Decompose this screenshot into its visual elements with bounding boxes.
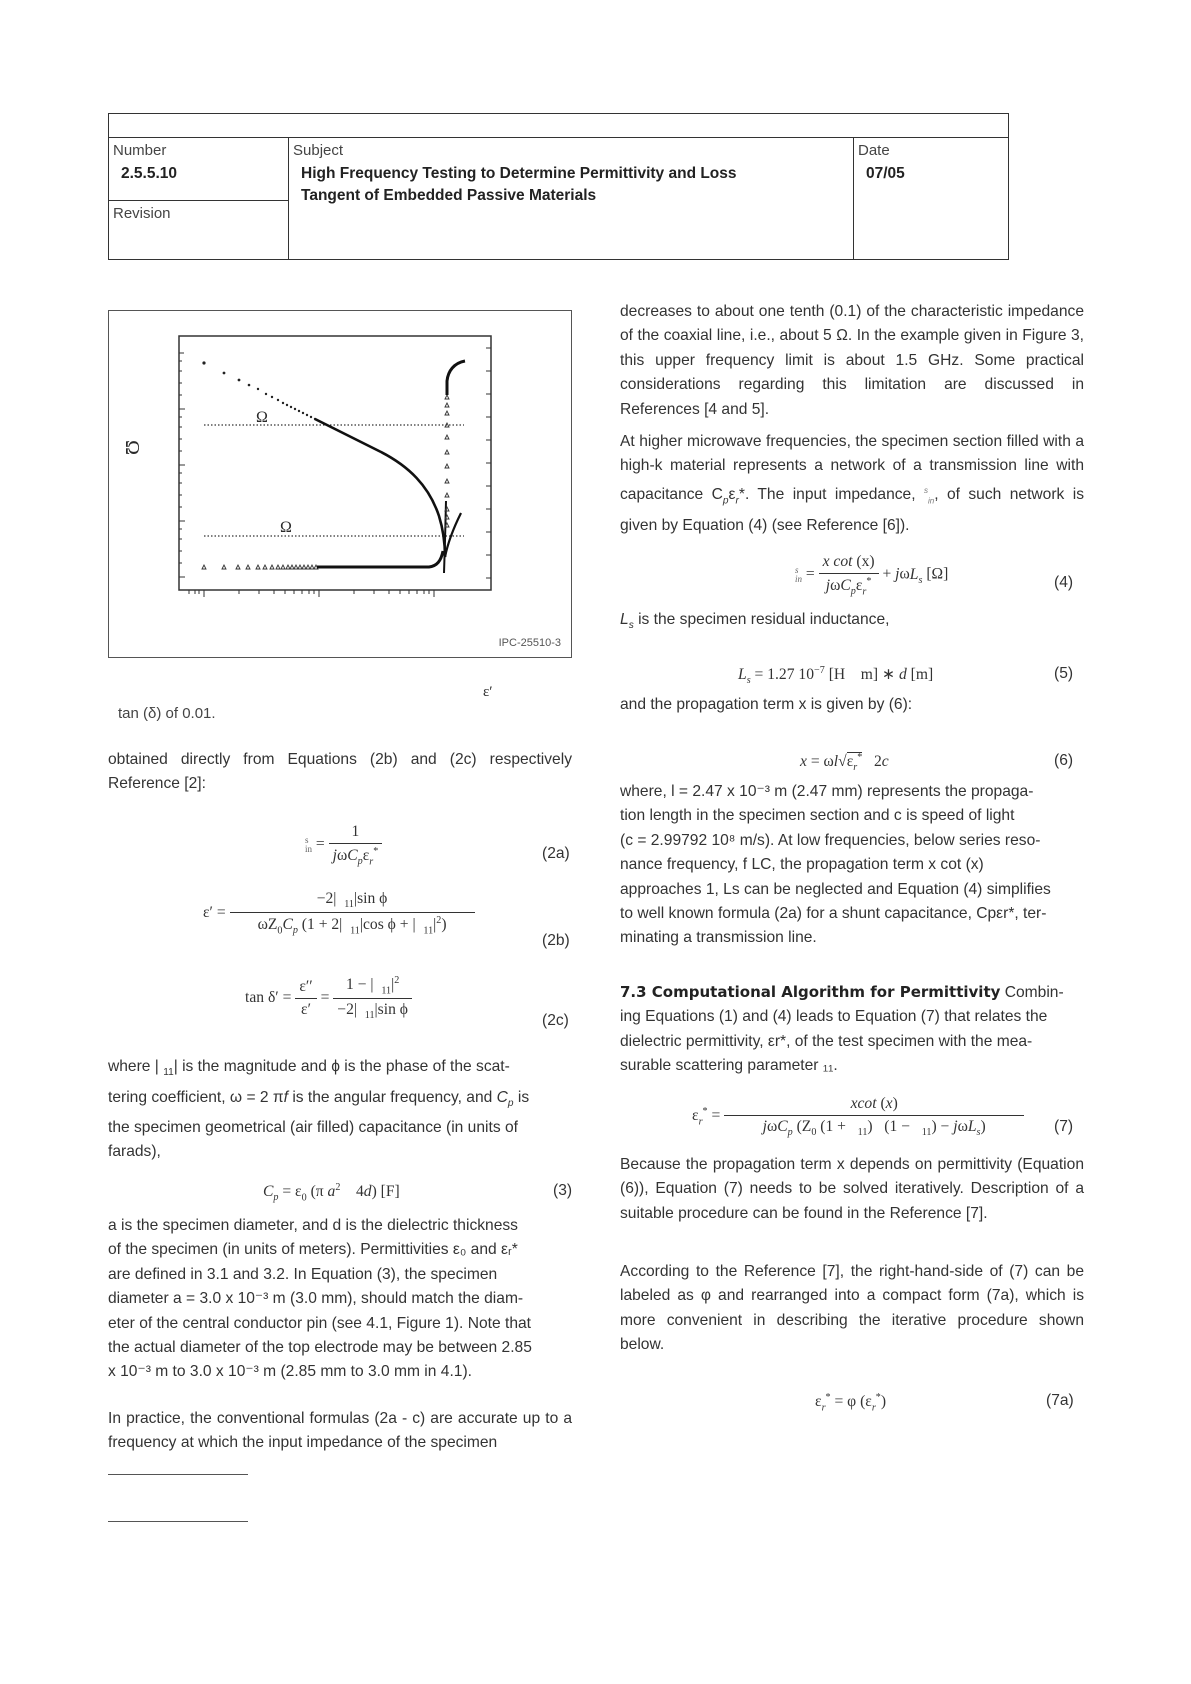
equation-2b: ε′ = $\frac{-2| _{11}|\sin \phi}{\omega Z_0C_p (1 + 2| _{11}|\cos \phi + | _{11}|^2)}$: [203, 890, 475, 936]
equation-2b-tag: (2b): [542, 932, 570, 949]
upper-line-label: Ω: [256, 409, 268, 426]
equation-2c: tan δ′ = $\frac{\varepsilon''}{\varepsilon'}$ = $\frac{1 - | _{11}|^2}{-2| _{11}|\sin \phi}$: [245, 975, 412, 1021]
right-paragraph-8: According to the Reference [7], the right-hand-side of (7) can be labeled as φ and rearranged into a compact form (7a), which is more convenient in describing the iterative procedure shown below.: [620, 1263, 1084, 1354]
document-number: 2.5.5.10: [121, 165, 178, 182]
equation-2c-tag: (2c): [542, 1012, 569, 1029]
equation-2a-tag: (2a): [542, 845, 570, 862]
title-line-1: High Frequency Testing to Determine Permittivity and Loss: [301, 165, 737, 182]
section-7-3-heading: 7.3 Computational Algorithm for Permittivity: [620, 983, 1001, 1001]
equation-4-tag: (4): [1054, 574, 1074, 591]
equation-5-tag: (5): [1054, 665, 1074, 682]
left-paragraph-2: where | $_{11}$| is the magnitude and ϕ is the phase of the scat- tering coefficient, ω = 2 πf is the angular frequency, and $C_p$ is the specimen geometrical (air filled) capacitance (in units of farads),: [108, 1058, 530, 1161]
left-paragraph-1: obtained directly from Equations (2b) and (2c) respectively Reference [2]:: [108, 751, 572, 793]
left-paragraph-3: a is the specimen diameter, and d is the dielectric thickness of the specimen (in units of meters). Permittivities ε₀ and εᵣ* are defined in 3.1 and 3.2. In Equation (3), the specimen diameter a = 3.0 x 10⁻³ m (3.0 mm), should match the diam- eter of the central conductor pin (see 4.1, Figure 1). Note that the actual diameter of the top electrode may be between 2.85 x 10⁻³ m to 3.0 x 10⁻³ m (2.85 mm to 3.0 mm in 4.1).: [108, 1217, 532, 1381]
right-paragraph-6: 7.3 Computational Algorithm for Permittivity Combin- ing Equations (1) and (4) leads to Equation (7) that relates the dielectric permittivity, εr*, of the test specimen with the mea- surable scattering parameter ₁₁.: [620, 983, 1064, 1075]
header-subject-cell: [289, 138, 854, 259]
equation-7: $\varepsilon_r^*$ = $\frac{xcot (x)}{j\omega C_p (Z_0 (1 + _{11}) (1 - _{11}) - j\omega L_s)}$: [692, 1095, 1024, 1138]
title-line-2: Tangent of Embedded Passive Materials: [301, 187, 597, 204]
equation-4: s in = $\frac{\text{x cot (x)}}{j\omega C_p\varepsilon_r^*}$ + jωL$_s$ [Ω]: [795, 553, 949, 598]
equation-6-tag: (6): [1054, 752, 1074, 769]
equation-3: $C_p = \varepsilon_0$ (π $a^2$ 4d) [F]: [263, 1182, 400, 1204]
document-header-table: [108, 113, 1009, 260]
right-paragraph-4: and the propagation term x is given by (6):: [620, 696, 913, 713]
equation-3-tag: (3): [553, 1182, 573, 1199]
equation-2a: s in = $\frac{1}{j\omega C_p\varepsilon_r^*}$: [305, 823, 382, 867]
caption-epsilon: ε′: [483, 684, 493, 700]
header-number-cell: [109, 138, 289, 259]
right-paragraph-3: $L_s$ is the specimen residual inductance,: [620, 611, 890, 632]
header-date-cell: [854, 138, 1008, 259]
equation-7a-tag: (7a): [1046, 1392, 1074, 1409]
equation-5: $L_s = 1.27$ $10^{-7}$ [H m] ∗ d [m]: [738, 665, 934, 687]
right-paragraph-2: At higher microwave frequencies, the specimen section filled with a high-k material represents a network of a transmission line with capacitance $C_p\varepsilon_r*$. The input impedance, $^s_{in}$, of such network is given by Equation (4) (see Reference [6]).: [620, 433, 1084, 534]
equation-7-tag: (7): [1054, 1118, 1074, 1135]
figure-caption-tail: tan (δ) of 0.01.: [118, 705, 216, 722]
document-date: 07/05: [866, 165, 905, 182]
y-axis-label: Ω: [120, 440, 143, 455]
equation-6: $x = \omega l√\varepsilon_r^*$ 2c: [800, 752, 889, 774]
revision-label: Revision: [113, 205, 171, 222]
subject-label: Subject: [293, 142, 344, 159]
figure-3-chart: [108, 310, 572, 658]
impedance-plot: [109, 311, 570, 656]
date-label: Date: [858, 142, 890, 159]
right-paragraph-5: where, l = 2.47 x 10⁻³ m (2.47 mm) represents the propaga- tion length in the specimen section and c is speed of light (c = 2.99792 10⁸ m/s). At low frequencies, below series reso- nance frequency, f LC, the propagation term x cot (x) approaches 1, Ls can be neglected and Equation (4) simplifies to well known formula (2a) for a shunt capacitance, Cpεr*, ter- minating a transmission line.: [620, 783, 1051, 947]
right-paragraph-7: Because the propagation term x depends on permittivity (Equation (6)), Equation (7) needs to be solved iteratively. Description of a suitable procedure can be found in the Reference [7].: [620, 1156, 1084, 1222]
revision-divider: [109, 200, 288, 222]
number-label: Number: [113, 142, 167, 159]
footnote-rule-1: [108, 1474, 248, 1475]
right-paragraph-1: decreases to about one tenth (0.1) of the characteristic impedance of the coaxial line, i.e., about 5 Ω. In the example given in Figure 3, this upper frequency limit is about 1.5 GHz. Some practical considerations regarding this limitation are discussed in References [4 and 5].: [620, 303, 1084, 418]
left-paragraph-4: In practice, the conventional formulas (2a - c) are accurate up to a frequency at which the input impedance of the specimen: [108, 1410, 572, 1452]
header-top-band: [109, 114, 1008, 138]
footnote-rule-2: [108, 1521, 248, 1522]
document-title: [289, 159, 853, 207]
lower-line-label: Ω: [280, 519, 292, 536]
figure-id: IPC-25510-3: [498, 637, 561, 649]
equation-7a: $\varepsilon_r^* = \varphi$ $(\varepsilon_r^*)$: [815, 1392, 887, 1414]
